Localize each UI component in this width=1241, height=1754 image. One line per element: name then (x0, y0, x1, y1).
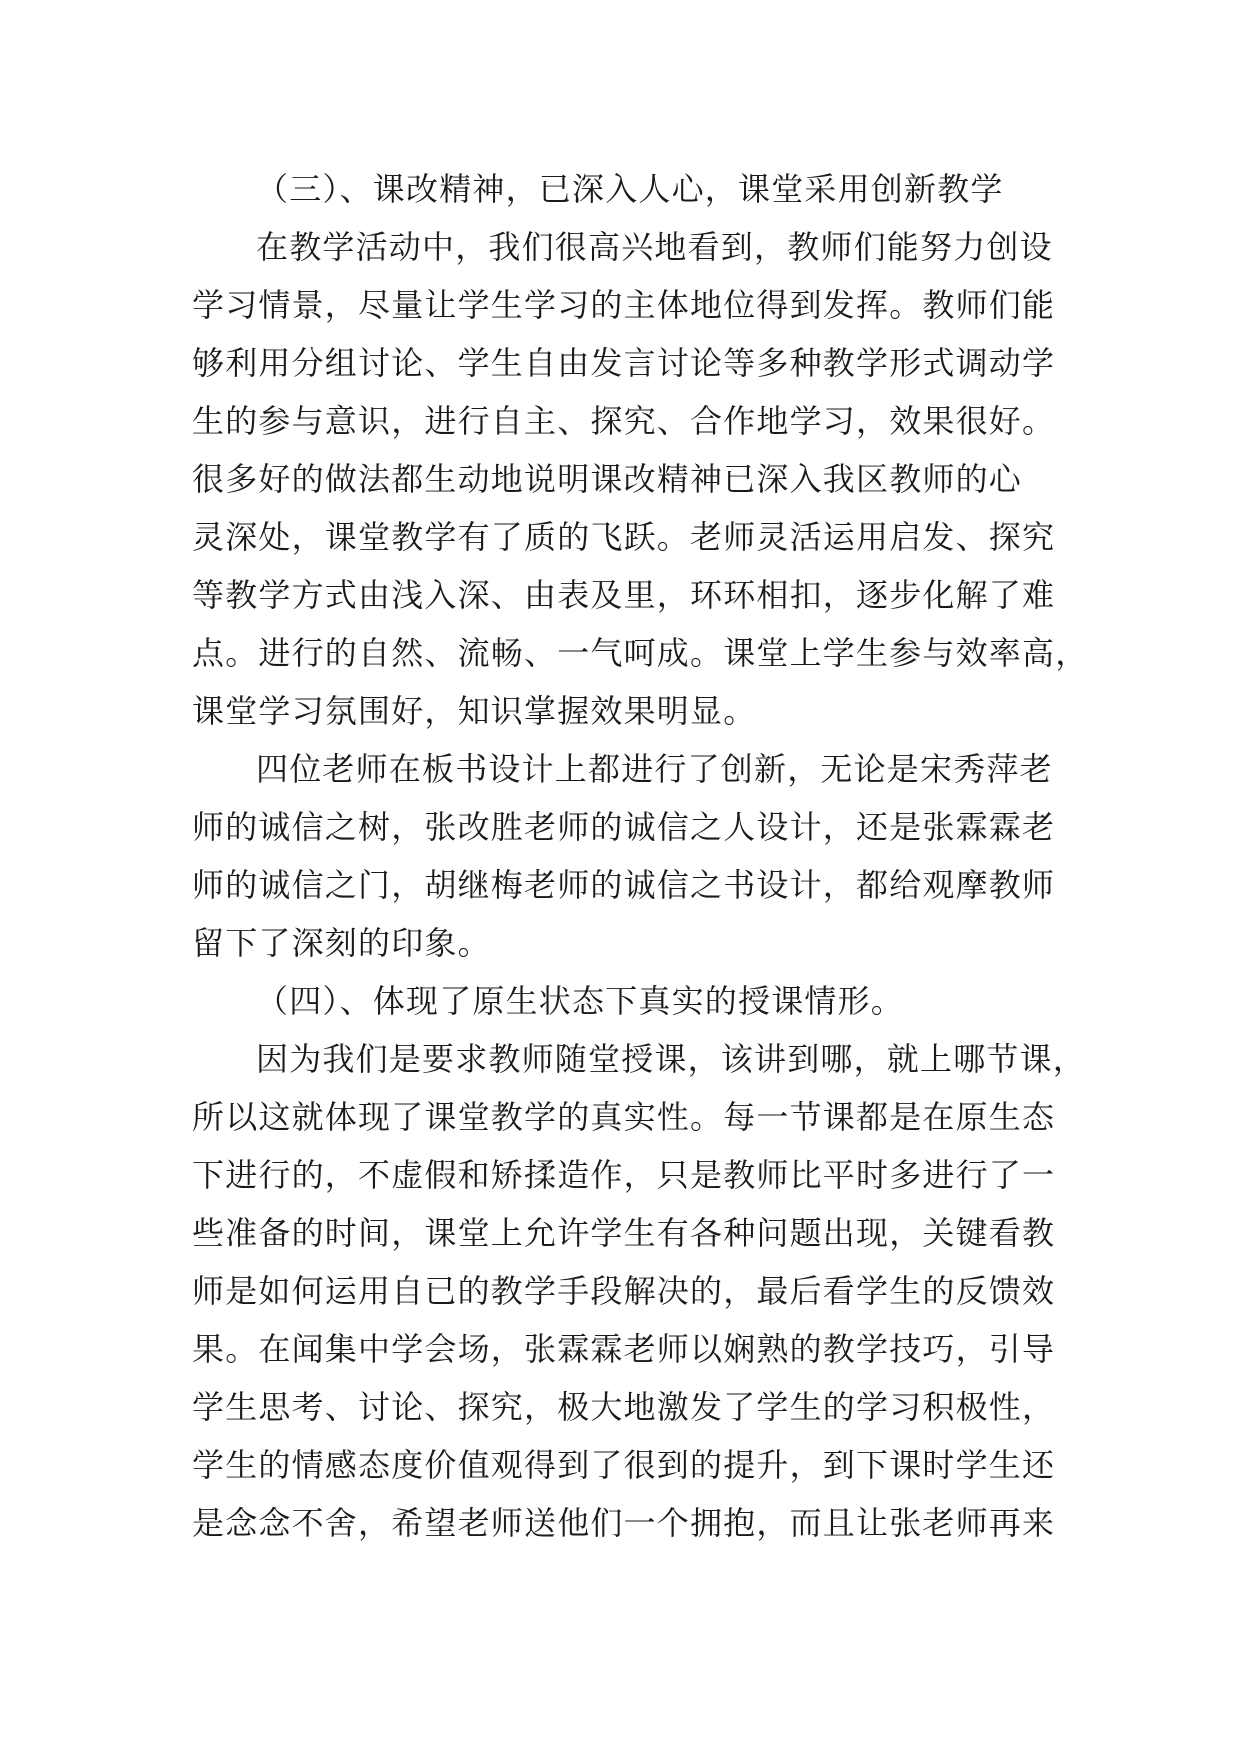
section-heading-4 (192, 972, 1052, 1030)
text-line: （三）、课改精神，已深入人心，课堂采用创新教学 (256, 170, 1004, 208)
section-heading-3 (192, 160, 1052, 218)
text-line: 学习情景，尽量让学生学习的主体地位得到发挥。教师们能 (192, 286, 1056, 324)
text-line: 果。在闻集中学会场，张霖霖老师以娴熟的教学技巧，引导 (192, 1330, 1056, 1368)
text-line: 在教学活动中，我们很高兴地看到，教师们能努力创设 (256, 228, 1053, 266)
text-line: 生的参与意识，进行自主、探究、合作地学习，效果很好。 (192, 402, 1056, 440)
text-line: 学生思考、讨论、探究，极大地激发了学生的学习积极性， (192, 1388, 1056, 1426)
paragraph-3 (192, 1030, 1087, 1552)
text-line: 师的诚信之门，胡继梅老师的诚信之书设计，都给观摩教师 (192, 866, 1056, 904)
text-line: 够利用分组讨论、学生自由发言讨论等多种教学形式调动学 (192, 344, 1056, 382)
text-line: （四）、体现了原生状态下真实的授课情形。 (256, 982, 905, 1020)
paragraph-2 (192, 740, 1056, 972)
text-line: 师是如何运用自已的教学手段解决的，最后看学生的反馈效 (192, 1272, 1056, 1310)
document-page (192, 160, 1089, 1552)
text-line: 因为我们是要求教师随堂授课，该讲到哪，就上哪节课， (256, 1040, 1087, 1078)
text-line: 等教学方式由浅入深、由表及里，环环相扣，逐步化解了难 (192, 576, 1056, 614)
text-line: 学生的情感态度价值观得到了很到的提升，到下课时学生还 (192, 1446, 1056, 1484)
text-line: 是念念不舍，希望老师送他们一个拥抱，而且让张老师再来 (192, 1504, 1056, 1542)
text-line: 很多好的做法都生动地说明课改精神已深入我区教师的心 (192, 460, 1023, 498)
text-line: 师的诚信之树，张改胜老师的诚信之人设计，还是张霖霖老 (192, 808, 1056, 846)
text-line: 点。进行的自然、流畅、一气呵成。课堂上学生参与效率高， (192, 634, 1089, 672)
text-line: 课堂学习氛围好，知识掌握效果明显。 (192, 692, 757, 730)
text-line: 留下了深刻的印象。 (192, 924, 491, 962)
paragraph-1 (192, 218, 1089, 740)
text-line: 四位老师在板书设计上都进行了创新，无论是宋秀萍老 (256, 750, 1053, 788)
text-line: 下进行的，不虚假和矫揉造作，只是教师比平时多进行了一 (192, 1156, 1056, 1194)
text-line: 些准备的时间，课堂上允许学生有各种问题出现，关键看教 (192, 1214, 1056, 1252)
text-line: 灵深处，课堂教学有了质的飞跃。老师灵活运用启发、探究 (192, 518, 1056, 556)
text-line: 所以这就体现了课堂教学的真实性。每一节课都是在原生态 (192, 1098, 1056, 1136)
